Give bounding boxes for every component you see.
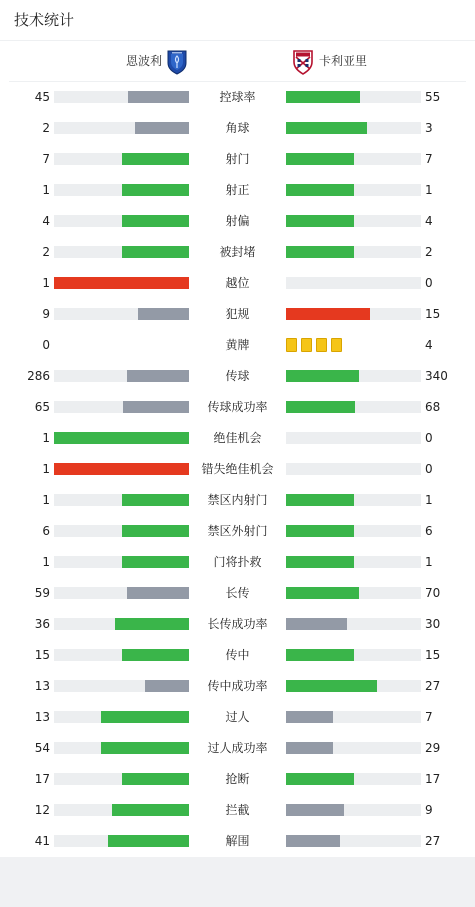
stat-row <box>0 423 475 454</box>
away-stat-value: 7 <box>425 152 433 166</box>
away-stat-bar <box>286 370 421 382</box>
home-stat-bar <box>54 153 189 165</box>
away-stat-bar <box>286 556 421 568</box>
stat-label: 拦截 <box>225 803 250 817</box>
away-stat-value: 1 <box>425 555 433 569</box>
stat-row <box>0 547 475 578</box>
away-stat-bar <box>286 649 421 661</box>
away-stat-bar-fill <box>286 773 354 785</box>
away-stat-value: 70 <box>425 586 441 600</box>
away-stat-bar-fill <box>286 618 347 630</box>
away-stat-value: 9 <box>425 803 433 817</box>
away-stat-bar-fill <box>286 680 377 692</box>
home-stat-bar-fill <box>101 711 189 723</box>
stat-row <box>0 578 475 609</box>
away-stat-value: 3 <box>425 121 433 135</box>
stat-row <box>0 671 475 702</box>
stat-row <box>0 516 475 547</box>
away-stat-bar-fill <box>286 184 354 196</box>
home-stat-bar-fill <box>135 122 189 134</box>
stat-row <box>0 702 475 733</box>
stat-row <box>0 82 475 113</box>
home-stat-value: 4 <box>42 214 50 228</box>
stat-label: 传中 <box>225 648 250 662</box>
stat-label: 长传成功率 <box>207 617 268 631</box>
stat-label: 黄牌 <box>225 338 250 352</box>
home-stat-value: 2 <box>42 245 50 259</box>
away-stat-value: 1 <box>425 493 433 507</box>
away-stat-bar-fill <box>286 525 354 537</box>
home-stat-bar-fill <box>122 153 190 165</box>
home-stat-bar-fill <box>54 277 189 289</box>
empoli-crest-icon[interactable] <box>166 49 188 75</box>
away-cards <box>286 338 346 352</box>
home-stat-value: 9 <box>42 307 50 321</box>
home-stat-bar <box>54 308 189 320</box>
away-stat-value: 0 <box>425 462 433 476</box>
away-stat-bar-fill <box>286 494 354 506</box>
home-stat-bar <box>54 680 189 692</box>
home-stat-value: 17 <box>34 772 50 786</box>
home-stat-bar-fill <box>127 370 189 382</box>
away-stat-bar <box>286 153 421 165</box>
stat-label: 射门 <box>225 152 250 166</box>
stat-row <box>0 640 475 671</box>
stat-row <box>0 268 475 299</box>
stat-label: 解围 <box>225 834 250 848</box>
stat-label: 角球 <box>225 121 250 135</box>
home-stat-value: 59 <box>34 586 50 600</box>
home-stat-bar-fill <box>122 525 190 537</box>
away-stat-value: 30 <box>425 617 441 631</box>
away-stat-bar <box>286 215 421 227</box>
away-stat-value: 68 <box>425 400 441 414</box>
home-stat-bar <box>54 401 189 413</box>
away-stat-bar <box>286 680 421 692</box>
stat-label: 禁区外射门 <box>207 524 268 538</box>
home-stat-value: 1 <box>42 276 50 290</box>
away-stat-value: 4 <box>425 214 433 228</box>
stat-label: 控球率 <box>219 90 256 104</box>
away-stat-bar <box>286 494 421 506</box>
home-stat-value: 1 <box>42 183 50 197</box>
home-stat-bar <box>54 463 189 475</box>
stat-label: 禁区内射门 <box>207 493 268 507</box>
away-stat-bar <box>286 277 421 289</box>
home-stat-bar-fill <box>123 401 189 413</box>
stat-row <box>0 454 475 485</box>
away-stat-value: 0 <box>425 276 433 290</box>
away-stat-value: 15 <box>425 648 441 662</box>
away-stat-bar-fill <box>286 742 333 754</box>
away-stat-bar-fill <box>286 401 355 413</box>
away-stat-bar <box>286 742 421 754</box>
away-stat-value: 27 <box>425 834 441 848</box>
away-stat-bar <box>286 525 421 537</box>
home-stat-value: 15 <box>34 648 50 662</box>
home-stat-value: 36 <box>34 617 50 631</box>
away-stat-bar <box>286 835 421 847</box>
yellow-card-icon <box>316 338 327 352</box>
stat-row <box>0 175 475 206</box>
away-stat-bar-fill <box>286 556 354 568</box>
away-stat-value: 7 <box>425 710 433 724</box>
stat-row <box>0 206 475 237</box>
home-stat-bar <box>54 587 189 599</box>
home-stat-bar <box>54 618 189 630</box>
away-stat-value: 15 <box>425 307 441 321</box>
stat-row <box>0 609 475 640</box>
away-stat-bar-fill <box>286 649 354 661</box>
yellow-card-icon <box>301 338 312 352</box>
stat-row <box>0 361 475 392</box>
away-stat-value: 17 <box>425 772 441 786</box>
home-stat-bar-fill <box>122 215 190 227</box>
away-stat-bar-fill <box>286 370 359 382</box>
home-stat-value: 65 <box>34 400 50 414</box>
stat-label: 过人 <box>225 710 250 724</box>
away-stat-bar <box>286 587 421 599</box>
stat-row <box>0 113 475 144</box>
home-stat-bar-fill <box>122 773 190 785</box>
stat-row <box>0 733 475 764</box>
stat-label: 射正 <box>225 183 250 197</box>
stat-label: 长传 <box>225 586 250 600</box>
home-stat-bar <box>54 277 189 289</box>
home-stat-bar <box>54 122 189 134</box>
home-stat-bar-fill <box>145 680 189 692</box>
home-stat-value: 0 <box>42 338 50 352</box>
away-stat-value: 27 <box>425 679 441 693</box>
home-stat-value: 12 <box>34 803 50 817</box>
stat-label: 被封堵 <box>219 245 256 259</box>
yellow-card-icon <box>331 338 342 352</box>
teams-header <box>0 41 475 81</box>
home-stat-bar-fill <box>54 432 189 444</box>
away-stat-value: 4 <box>425 338 433 352</box>
home-stat-bar <box>54 835 189 847</box>
home-stat-bar <box>54 370 189 382</box>
home-stat-bar <box>54 246 189 258</box>
home-stat-bar-fill <box>122 649 190 661</box>
stat-label: 越位 <box>225 276 250 290</box>
away-stat-bar <box>286 184 421 196</box>
home-stat-value: 6 <box>42 524 50 538</box>
away-stat-bar-fill <box>286 215 354 227</box>
stat-label: 犯规 <box>225 307 250 321</box>
away-stat-bar <box>286 432 421 444</box>
home-stat-bar <box>54 494 189 506</box>
stat-row <box>0 299 475 330</box>
home-stat-value: 1 <box>42 431 50 445</box>
home-stat-bar-fill <box>138 308 189 320</box>
away-stat-bar-fill <box>286 153 354 165</box>
away-stat-bar <box>286 773 421 785</box>
home-stat-value: 1 <box>42 462 50 476</box>
stat-label: 传中成功率 <box>207 679 268 693</box>
home-stat-bar-fill <box>115 618 189 630</box>
away-stat-bar-fill <box>286 91 360 103</box>
away-team-name[interactable]: 卡利亚里 <box>319 54 368 68</box>
stat-row <box>0 826 475 857</box>
stat-row <box>0 144 475 175</box>
home-stat-bar-fill <box>54 463 189 475</box>
home-stat-value: 7 <box>42 152 50 166</box>
home-stat-value: 45 <box>34 90 50 104</box>
home-stat-bar <box>54 91 189 103</box>
home-stat-bar <box>54 742 189 754</box>
away-stat-value: 6 <box>425 524 433 538</box>
stat-label: 传球 <box>225 369 250 383</box>
away-stat-bar <box>286 246 421 258</box>
stats-list <box>0 82 475 857</box>
home-stat-bar-fill <box>122 556 190 568</box>
away-stat-bar <box>286 711 421 723</box>
home-stat-bar-fill <box>122 184 190 196</box>
stat-label: 绝佳机会 <box>213 431 262 445</box>
away-stat-value: 0 <box>425 431 433 445</box>
home-team-name[interactable]: 恩波利 <box>125 54 162 68</box>
home-stat-bar <box>54 711 189 723</box>
away-stat-bar-fill <box>286 587 359 599</box>
stat-label: 抢断 <box>225 772 250 786</box>
away-stat-bar-fill <box>286 711 333 723</box>
away-stat-bar <box>286 804 421 816</box>
away-stat-bar <box>286 463 421 475</box>
home-stat-value: 13 <box>34 679 50 693</box>
stat-label: 过人成功率 <box>207 741 268 755</box>
away-stat-bar-fill <box>286 835 340 847</box>
away-stat-value: 340 <box>425 369 448 383</box>
stat-label: 传球成功率 <box>207 400 268 414</box>
stat-label: 射偏 <box>225 214 250 228</box>
home-stat-bar-fill <box>112 804 189 816</box>
away-stat-value: 29 <box>425 741 441 755</box>
home-stat-value: 54 <box>34 741 50 755</box>
away-stat-bar-fill <box>286 246 354 258</box>
stat-row <box>0 330 475 361</box>
home-stat-bar-fill <box>128 91 189 103</box>
away-stat-bar <box>286 308 421 320</box>
page-title: 技术统计 <box>14 11 75 29</box>
away-stat-bar <box>286 401 421 413</box>
stat-row <box>0 237 475 268</box>
home-stat-bar-fill <box>108 835 189 847</box>
home-stat-value: 2 <box>42 121 50 135</box>
home-stat-value: 286 <box>27 369 50 383</box>
away-stat-bar <box>286 91 421 103</box>
home-stat-bar <box>54 804 189 816</box>
home-stat-bar-fill <box>101 742 189 754</box>
away-stat-value: 55 <box>425 90 441 104</box>
home-stat-bar <box>54 432 189 444</box>
home-stat-bar-fill <box>122 494 190 506</box>
away-stat-value: 2 <box>425 245 433 259</box>
home-stat-bar <box>54 215 189 227</box>
home-stat-value: 13 <box>34 710 50 724</box>
home-stat-bar <box>54 649 189 661</box>
home-stat-bar <box>54 525 189 537</box>
home-stat-bar-fill <box>127 587 189 599</box>
home-stat-bar <box>54 184 189 196</box>
stat-row <box>0 764 475 795</box>
stat-row <box>0 485 475 516</box>
away-stat-bar <box>286 618 421 630</box>
home-stat-bar-fill <box>122 246 190 258</box>
away-stat-value: 1 <box>425 183 433 197</box>
home-stat-bar <box>54 556 189 568</box>
away-stat-bar-fill <box>286 308 370 320</box>
away-stat-bar <box>286 122 421 134</box>
stat-label: 门将扑救 <box>213 555 262 569</box>
away-stat-bar-fill <box>286 804 344 816</box>
stat-row <box>0 392 475 423</box>
yellow-card-icon <box>286 338 297 352</box>
home-stat-value: 1 <box>42 493 50 507</box>
away-stat-bar-fill <box>286 122 367 134</box>
stat-row <box>0 795 475 826</box>
home-stat-value: 1 <box>42 555 50 569</box>
cagliari-crest-icon[interactable] <box>292 49 314 75</box>
home-stat-value: 41 <box>34 834 50 848</box>
stat-label: 错失绝佳机会 <box>201 462 274 476</box>
home-stat-bar <box>54 773 189 785</box>
